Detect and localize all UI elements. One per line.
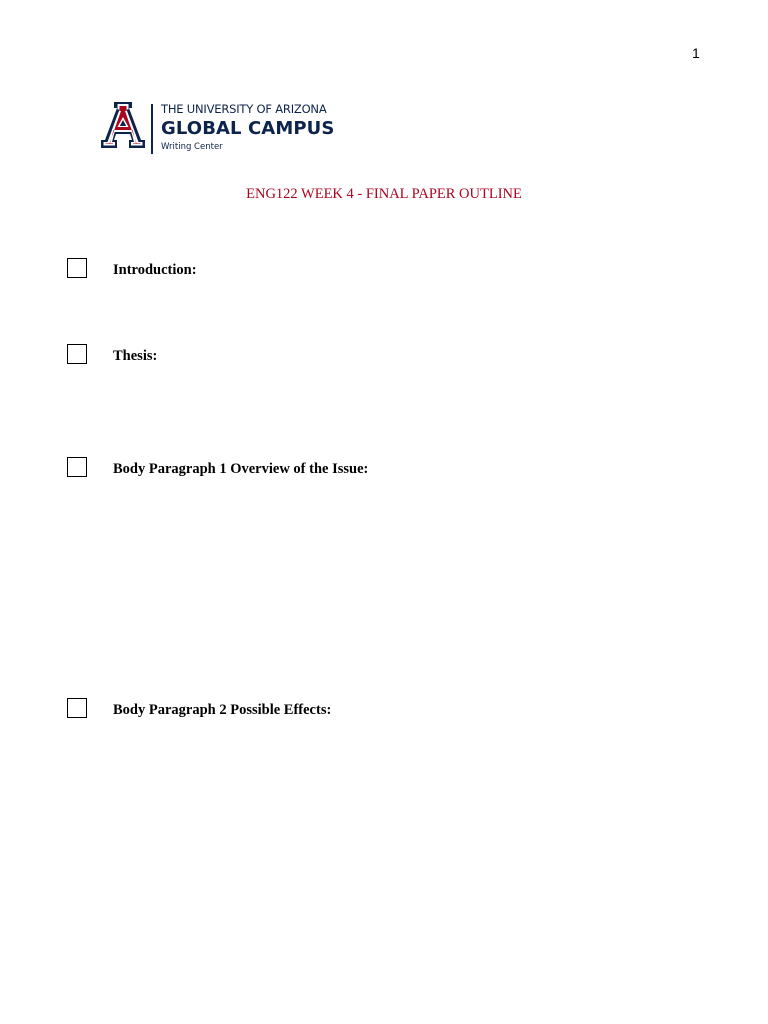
body-paragraph-2-label: Body Paragraph 2 Possible Effects: — [113, 702, 332, 718]
body-paragraph-2-checkbox[interactable] — [67, 698, 87, 718]
campus-name: GLOBAL CAMPUS — [161, 118, 335, 139]
body-paragraph-1-label: Body Paragraph 1 Overview of the Issue: — [113, 461, 369, 477]
page-number: 1 — [692, 45, 700, 61]
introduction-label: Introduction: — [113, 262, 197, 278]
block-a-logo-icon — [98, 102, 148, 148]
body-paragraph-1-checkbox[interactable] — [67, 457, 87, 477]
checklist-item-body-paragraph-2 — [67, 698, 667, 722]
checklist-item-body-paragraph-1 — [67, 457, 667, 481]
introduction-checkbox[interactable] — [67, 258, 87, 278]
unit-name: Writing Center — [161, 142, 223, 152]
thesis-label: Thesis: — [113, 348, 158, 364]
thesis-checkbox[interactable] — [67, 344, 87, 364]
logo-divider — [151, 104, 153, 154]
checklist-item-introduction — [67, 258, 667, 282]
university-logo — [98, 100, 348, 156]
university-name: THE UNIVERSITY OF ARIZONA — [161, 102, 327, 116]
checklist-item-thesis — [67, 344, 667, 368]
document-title: ENG122 WEEK 4 - FINAL PAPER OUTLINE — [246, 186, 522, 202]
